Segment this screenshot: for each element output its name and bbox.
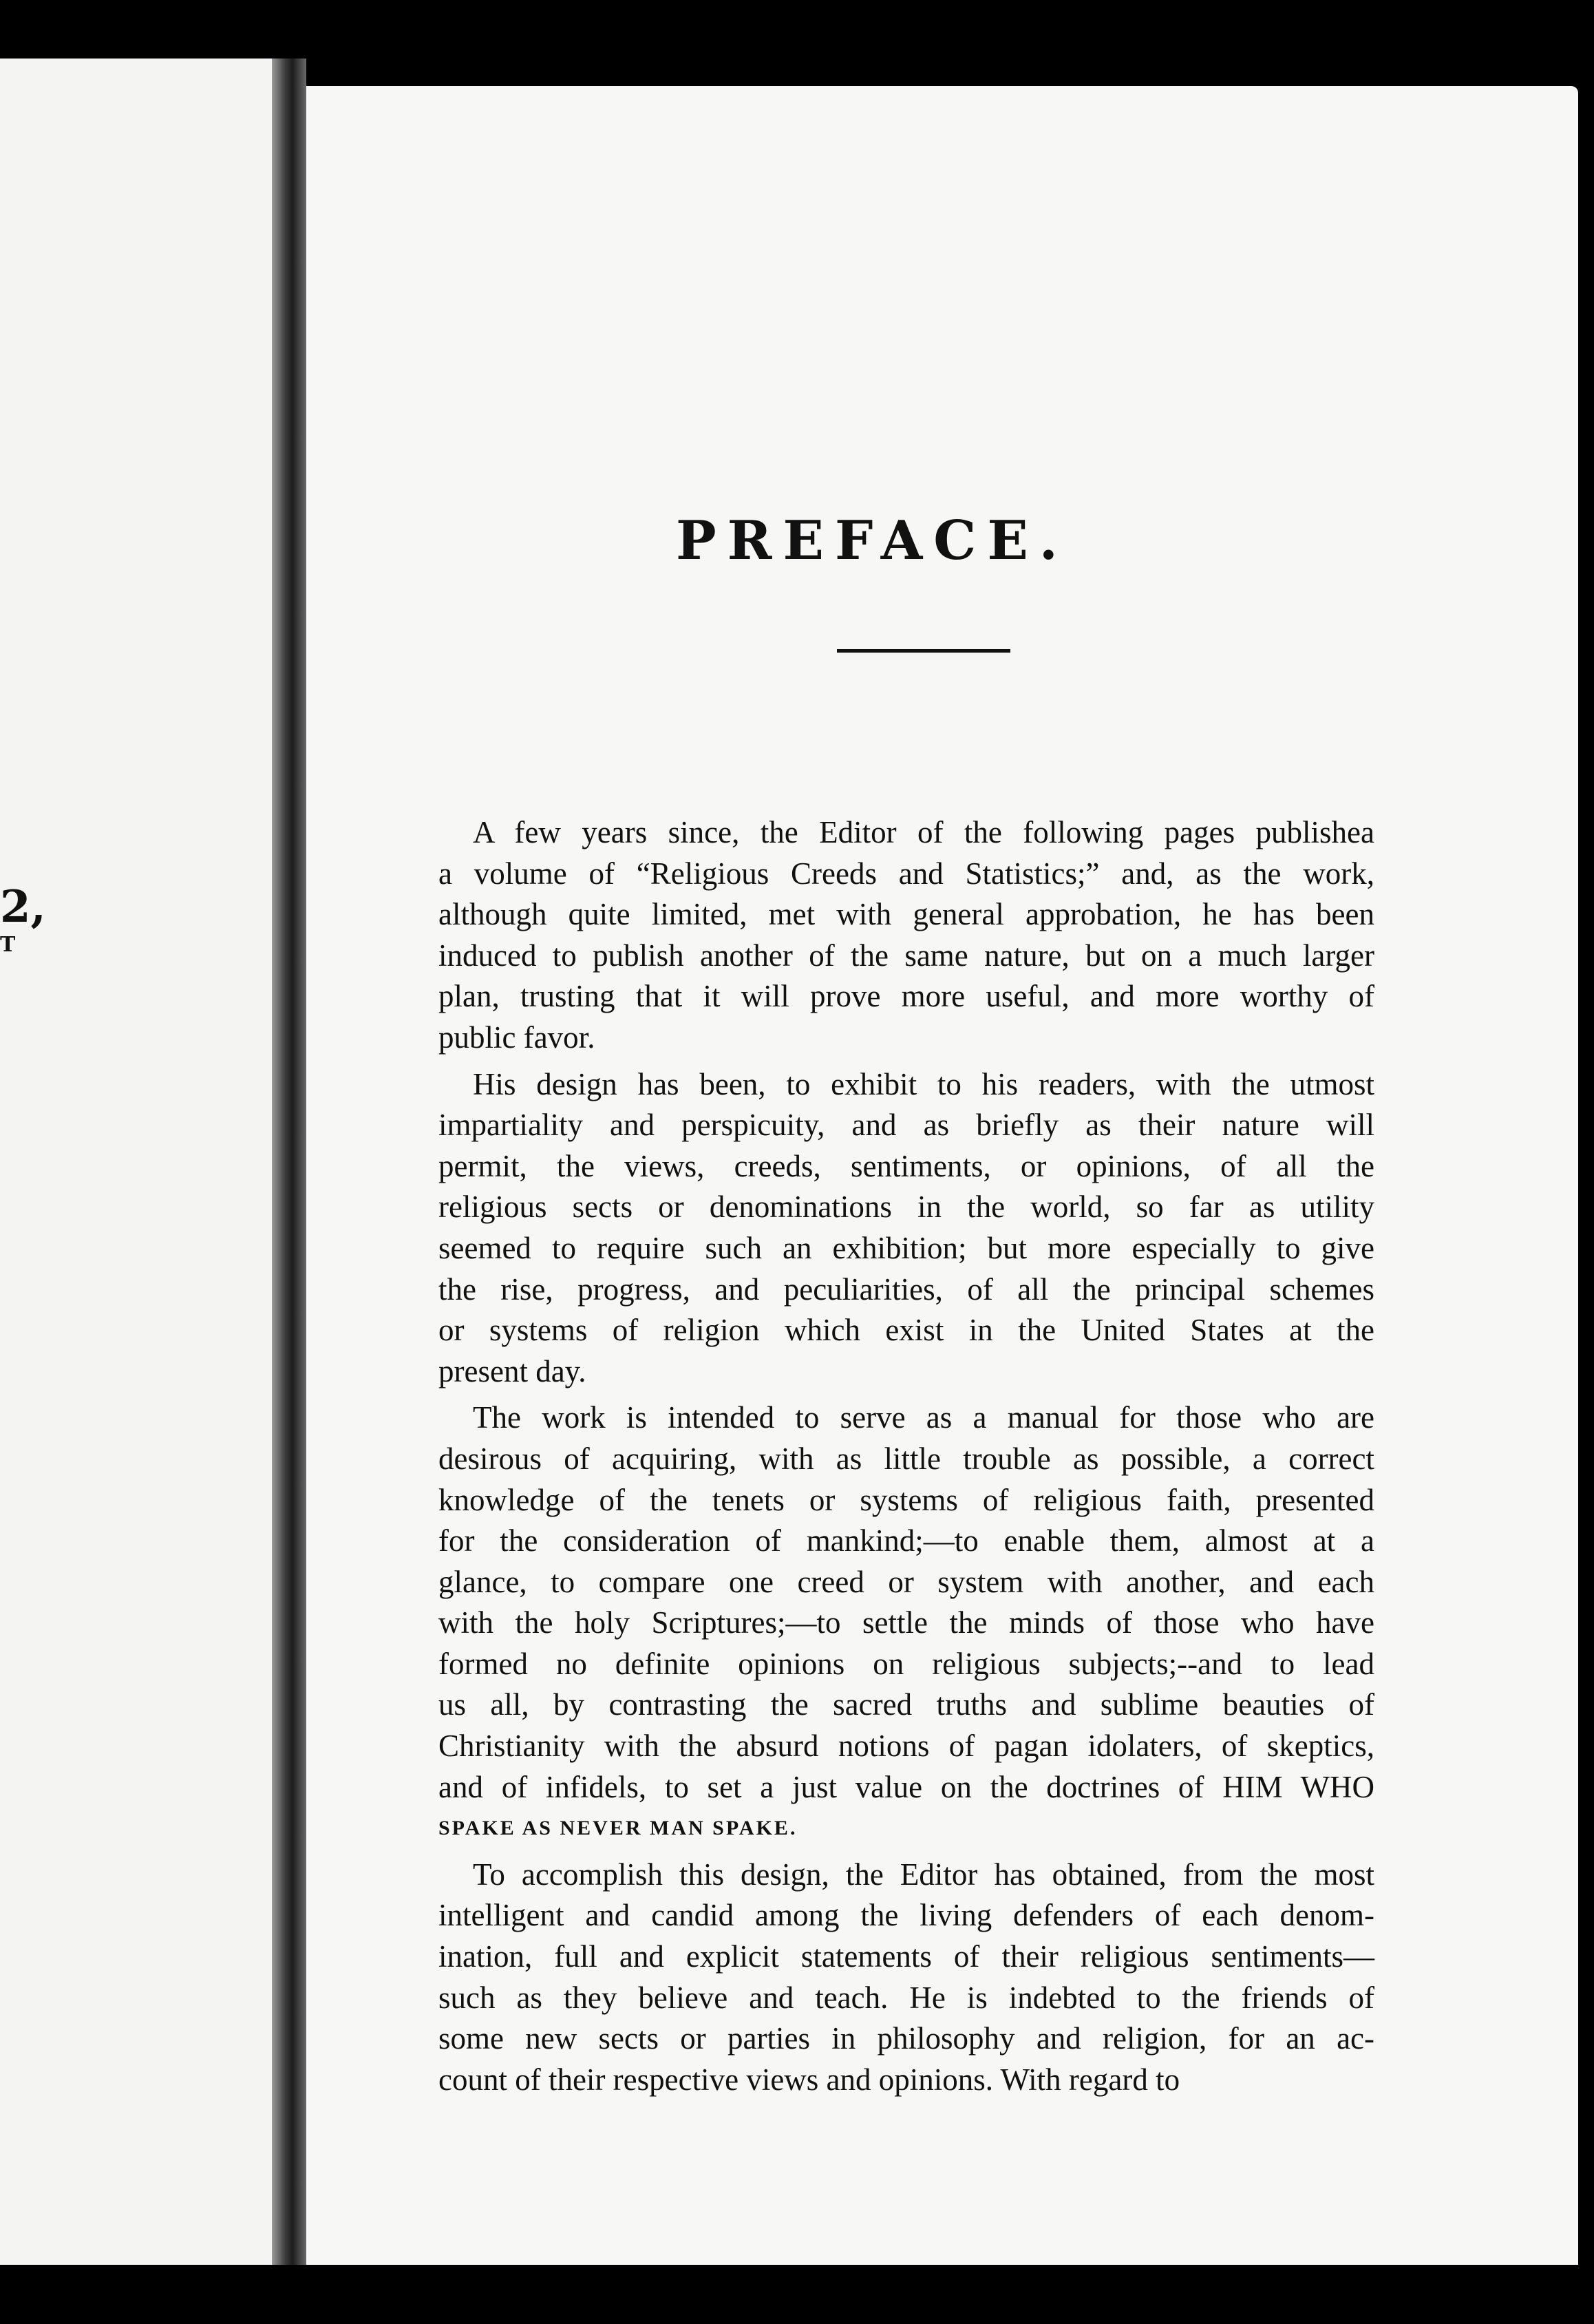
text-line: and of infidels, to set a just value on the doctrines of HIM WHO (438, 1769, 1374, 1804)
text-line: some new sects or parties in philosophy and religion, for an ac- (438, 2021, 1374, 2056)
text-line: or systems of religion which exist in the United States at the (438, 1313, 1374, 1348)
paragraph (438, 1855, 1374, 2101)
text-line: present day. (438, 1353, 586, 1388)
text-line: permit, the views, creeds, sentiments, or opinions, of all the (438, 1148, 1374, 1183)
text-line: His design has been, to exhibit to his readers, with the utmost (473, 1066, 1374, 1101)
text-line: impartiality and perspicuity, and as briefly as their nature will (438, 1108, 1374, 1143)
text-line: a volume of “Religious Creeds and Statistics;” and, as the work, (438, 856, 1374, 891)
text-line: such as they believe and teach. He is indebted to the friends of (438, 1980, 1374, 2015)
preface-body (438, 812, 1374, 2100)
text-line: us all, by contrasting the sacred truths and sublime beauties of (438, 1687, 1374, 1722)
text-line: with the holy Scriptures;—to settle the minds of those who have (438, 1605, 1374, 1640)
text-line: count of their respective views and opinions. With regard to (438, 2062, 1180, 2097)
text-line: the rise, progress, and peculiarities, of all the principal schemes (438, 1271, 1374, 1307)
paragraph (438, 812, 1374, 1059)
page-title: PREFACE. (676, 509, 1069, 572)
previous-page-text-fragment: 2, (0, 881, 46, 933)
text-line: induced to publish another of the same nature, but on a much larger (438, 938, 1374, 973)
text-line: ination, full and explicit statements of their religious sentiments— (438, 1939, 1374, 1974)
text-line: public favor. (438, 1020, 595, 1055)
previous-page-text-fragment: T (0, 933, 17, 957)
text-line: glance, to compare one creed or system with another, and each (438, 1564, 1374, 1599)
paragraph (438, 1397, 1374, 1849)
text-line: A few years since, the Editor of the following pages publishea (473, 815, 1374, 849)
text-line: desirous of acquiring, with as little trouble as possible, a correct (438, 1441, 1374, 1476)
book-gutter (272, 59, 306, 2265)
text-line: intelligent and candid among the living defenders of each denom- (438, 1898, 1374, 1933)
text-line: The work is intended to serve as a manual for those who are (473, 1400, 1374, 1435)
text-line: plan, trusting that it will prove more useful, and more worthy of (438, 979, 1374, 1014)
preface-page (306, 86, 1578, 2265)
text-line: for the consideration of mankind;—to enable them, almost at a (438, 1523, 1374, 1559)
paragraph (438, 1064, 1374, 1393)
text-line: To accomplish this design, the Editor has obtained, from the most (473, 1857, 1374, 1892)
text-line: religious sects or denominations in the world, so far as utility (438, 1190, 1374, 1225)
title-rule (837, 649, 1010, 653)
text-line: seemed to require such an exhibition; but more especially to give (438, 1230, 1374, 1265)
text-line: Christianity with the absurd notions of pagan idolaters, of skeptics, (438, 1729, 1374, 1764)
text-line: although quite limited, met with general approbation, he has been (438, 897, 1374, 932)
text-line: knowledge of the tenets or systems of religious faith, presented (438, 1482, 1374, 1517)
previous-page-edge (0, 59, 272, 2265)
text-line: formed no definite opinions on religious subjects;--and to lead (438, 1646, 1374, 1681)
text-line: SPAKE AS NEVER MAN SPAKE. (438, 1817, 798, 1840)
